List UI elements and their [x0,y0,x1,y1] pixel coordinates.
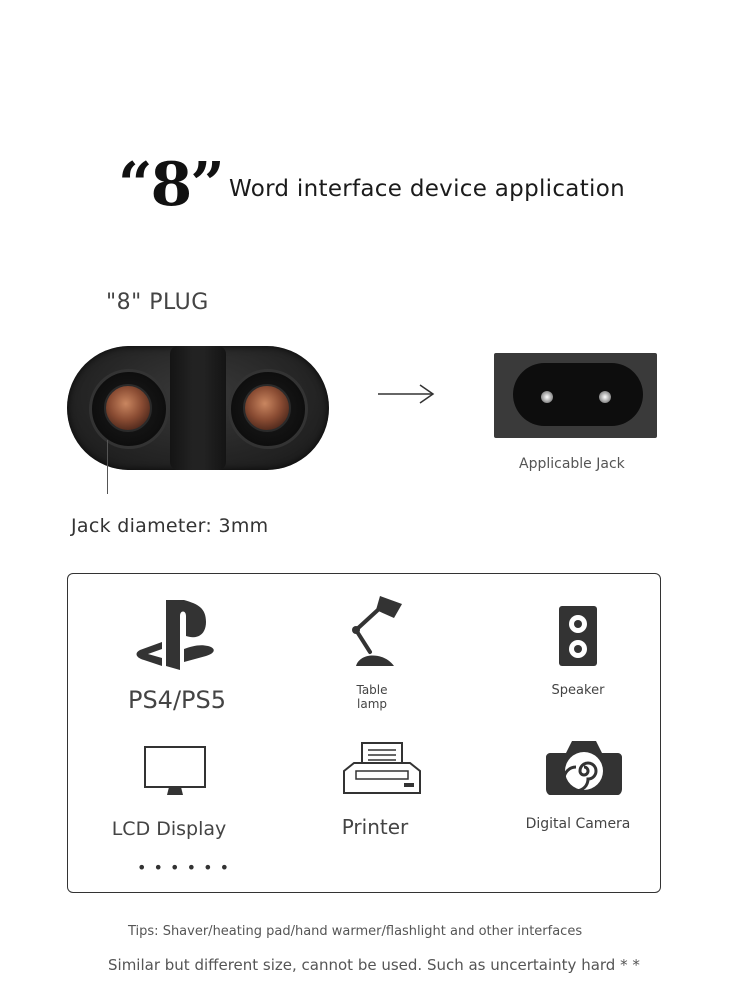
figure-eight-symbol: “8” [118,150,223,220]
warning-text: Similar but different size, cannot be used. Such as uncertainty hard * * [108,956,640,974]
arrow-right-icon [376,380,438,408]
leader-line [107,440,108,494]
plug-pin-right [243,384,291,432]
jack-pin-left [541,391,553,403]
more-indicator: • • • • • • [137,858,231,877]
device-label-lamp [342,683,402,711]
lamp-icon [350,596,406,668]
jack-label: Applicable Jack [519,456,625,472]
jack-opening [513,363,643,426]
plug-center-notch [170,346,226,470]
playstation-icon [136,598,218,670]
device-label-speaker: Speaker [551,683,605,698]
lamp-label-line1: Table [356,683,388,697]
device-label-lcd: LCD Display [111,818,227,840]
device-label-camera: Digital Camera [525,816,631,832]
jack-pin-right [599,391,611,403]
jack-diameter-text: Jack diameter: 3mm [71,515,269,537]
camera-icon [546,737,622,795]
monitor-icon [143,745,207,797]
lamp-label-line2: lamp [357,697,387,711]
tips-text: Tips: Shaver/heating pad/hand warmer/flashlight and other interfaces [128,924,583,939]
device-label-printer: Printer [341,815,409,839]
printer-icon [340,741,424,797]
speaker-icon [557,604,599,668]
plug-label: "8" PLUG [106,290,209,315]
plug-pin-left [104,384,152,432]
page-title: Word interface device application [229,176,625,202]
device-label-ps: PS4/PS5 [127,686,227,714]
